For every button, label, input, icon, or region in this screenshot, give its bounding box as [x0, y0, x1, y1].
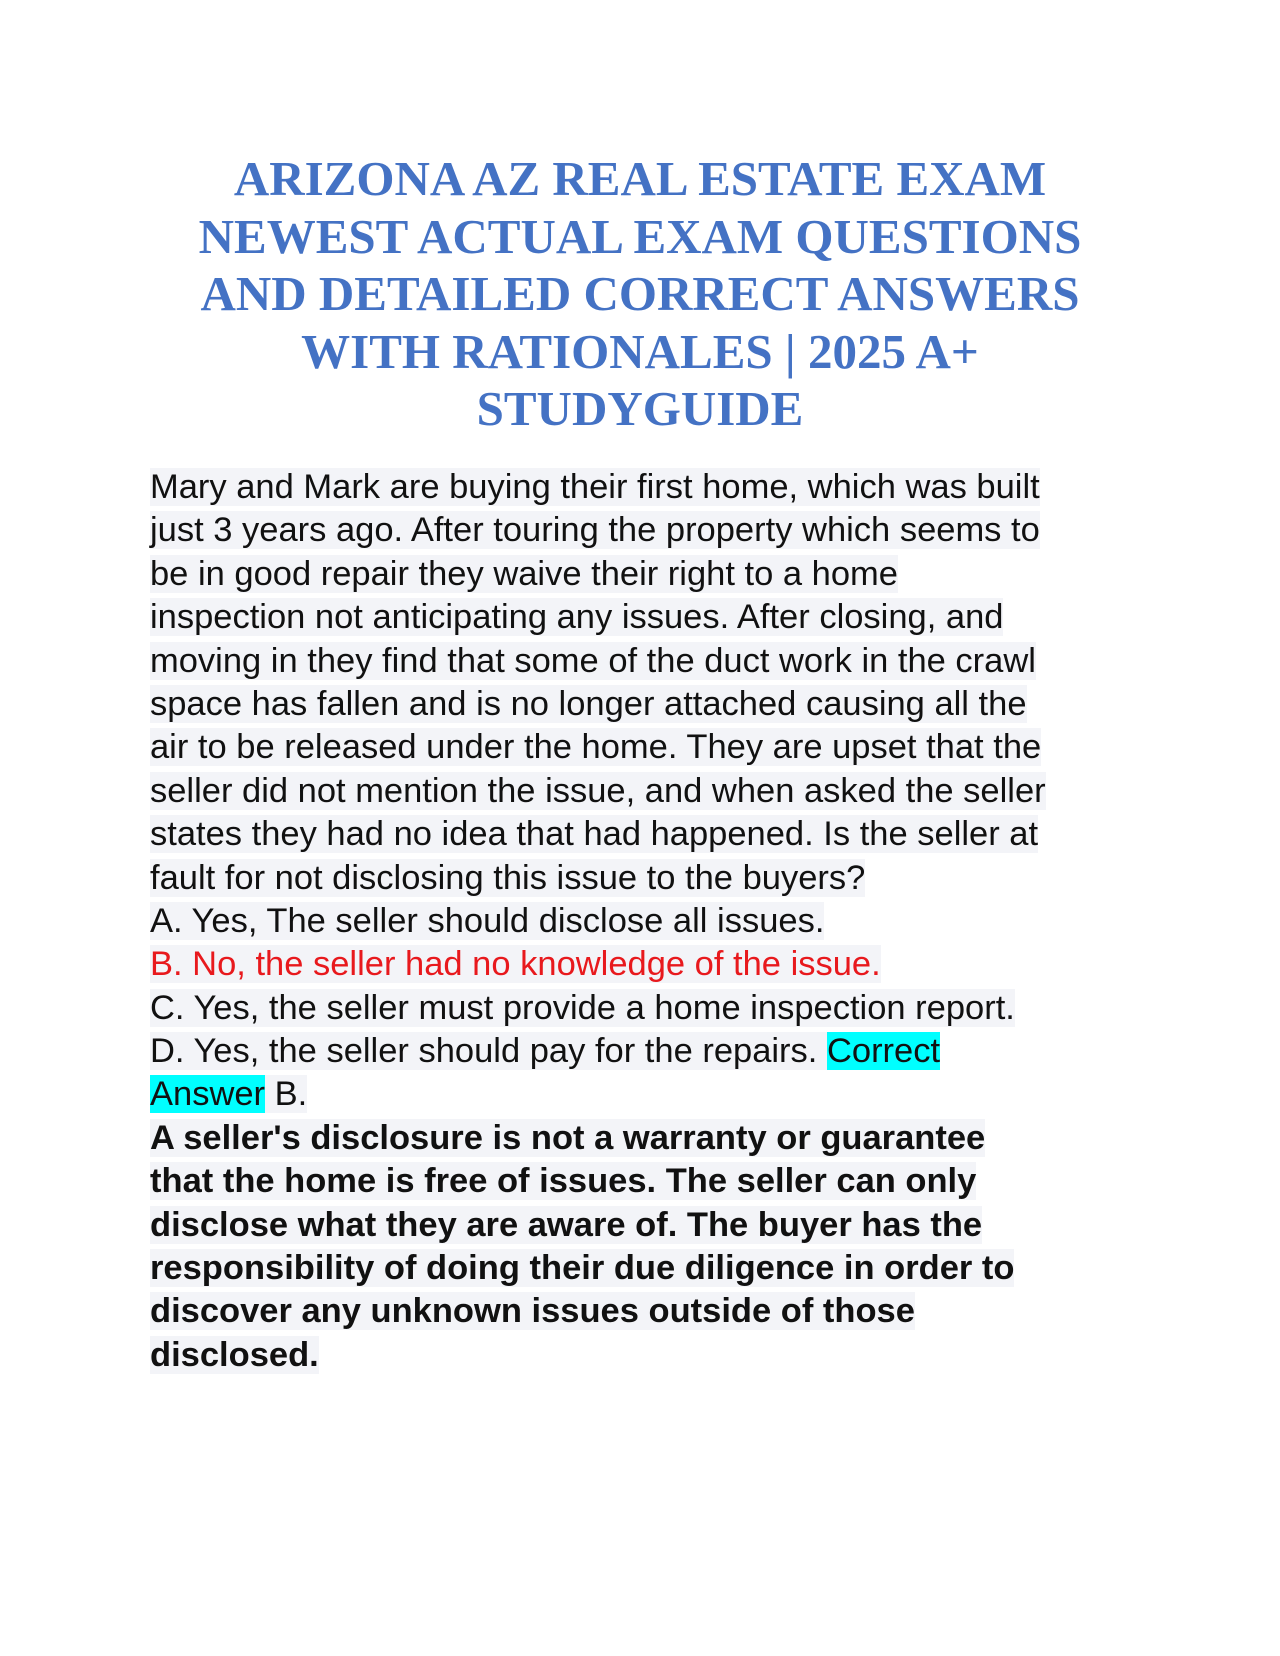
question-line: moving in they find that some of the duct work in the crawl — [150, 641, 1036, 680]
title-line: WITH RATIONALES | 2025 A+ — [301, 323, 979, 379]
rationale-line: disclosed. — [150, 1335, 319, 1374]
correct-answer-value: B. — [265, 1075, 308, 1114]
rationale-line: that the home is free of issues. The seller can only — [150, 1162, 977, 1201]
rationale-line: disclose what they are aware of. The buyer has the — [150, 1205, 983, 1244]
question-text — [150, 466, 1130, 900]
title-line: AND DETAILED CORRECT ANSWERS — [200, 266, 1080, 321]
question-line: just 3 years ago. After touring the property which seems to — [150, 511, 1040, 550]
answer-options — [150, 900, 1130, 1117]
question-block — [150, 466, 1130, 1377]
question-line: inspection not anticipating any issues. After closing, and — [150, 598, 1004, 637]
question-line: fault for not disclosing this issue to the buyers? — [150, 858, 866, 897]
title-line: ARIZONA AZ REAL ESTATE EXAM — [233, 151, 1047, 206]
rationale-line: responsibility of doing their due diligence in order to — [150, 1249, 1015, 1288]
question-line: states they had no idea that had happened. Is the seller at — [150, 815, 1039, 854]
question-line: seller did not mention the issue, and when asked the seller — [150, 771, 1046, 810]
option-a: A. Yes, The seller should disclose all issues. — [150, 901, 825, 940]
question-line: Mary and Mark are buying their first home, which was built — [150, 468, 1040, 506]
rationale — [150, 1117, 1130, 1377]
question-line: be in good repair they waive their right to a home — [150, 554, 898, 593]
question-line: air to be released under the home. They are upset that the — [150, 728, 1042, 767]
question-line: space has fallen and is no longer attached causing all the — [150, 684, 1027, 723]
title-line: NEWEST ACTUAL EXAM QUESTIONS — [198, 208, 1082, 264]
rationale-line: discover any unknown issues outside of those — [150, 1292, 915, 1331]
option-b-correct: B. No, the seller had no knowledge of the issue. — [150, 945, 881, 984]
option-d: D. Yes, the seller should pay for the repairs. — [150, 1032, 827, 1071]
rationale-line: A seller's disclosure is not a warranty or guarantee — [150, 1118, 986, 1157]
option-c: C. Yes, the seller must provide a home inspection report. — [150, 988, 1015, 1027]
title-line: STUDYGUIDE — [476, 381, 804, 436]
document-title — [150, 150, 1130, 438]
correct-answer-label: Correct — [826, 1032, 941, 1071]
correct-answer-label: Answer — [150, 1075, 266, 1114]
